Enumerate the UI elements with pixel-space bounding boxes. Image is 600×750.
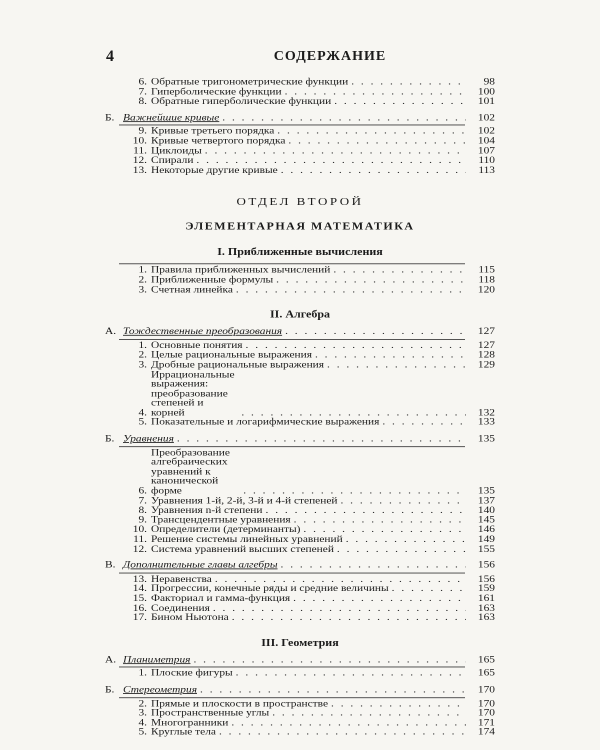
entry-title: Некоторые другие кривые xyxy=(151,165,278,176)
entry-title: Кривые третьего порядка xyxy=(151,126,275,137)
entry-page: 149 xyxy=(477,534,495,545)
entry-page: 146 xyxy=(477,524,495,535)
entry-page: 135 xyxy=(477,486,495,497)
entry-title: Целые рациональные выражения xyxy=(151,350,312,361)
toc-section-entry[interactable] xyxy=(105,656,495,666)
entry-number: А. xyxy=(105,654,117,665)
entry-page: 104 xyxy=(477,136,495,147)
entry-number: 6. xyxy=(138,486,147,497)
dot-leader xyxy=(205,147,466,157)
entry-page: 170 xyxy=(477,698,495,709)
entry-number: 2. xyxy=(138,350,147,361)
entry-title: Пространственные углы xyxy=(151,708,270,719)
entry-number: Б. xyxy=(105,112,115,123)
section-rule xyxy=(119,572,465,573)
entry-number: А. xyxy=(105,326,117,337)
entry-title: Уравнения xyxy=(123,433,174,444)
entry-number: 5. xyxy=(138,727,147,738)
entry-number: 8. xyxy=(138,505,147,516)
entry-number: 14. xyxy=(132,583,147,594)
entry-title: Прогрессии, конечные ряды и средние величины xyxy=(151,583,389,594)
entry-title: Циклоиды xyxy=(151,145,202,156)
entry-page: 113 xyxy=(478,165,495,176)
entry-page: 120 xyxy=(477,284,495,295)
dot-leader xyxy=(236,669,466,679)
dot-leader xyxy=(222,114,466,124)
entry-title: Планиметрия xyxy=(123,654,191,665)
entry-number: 4. xyxy=(138,407,147,418)
entry-number: 13. xyxy=(132,165,147,176)
entry-page: 98 xyxy=(483,77,495,88)
toc-entry[interactable] xyxy=(105,418,495,428)
entry-title: Дробные рациональные выражения xyxy=(151,359,325,370)
entry-number: 1. xyxy=(138,265,147,276)
entry-page: 165 xyxy=(477,668,495,679)
entry-page: 171 xyxy=(477,717,495,728)
entry-page: 156 xyxy=(477,574,495,585)
entry-number: 6. xyxy=(138,77,147,88)
entry-title: Правила приближенных вычислений xyxy=(151,265,331,276)
dot-leader xyxy=(392,585,466,595)
page-number: 4 xyxy=(106,48,114,65)
toc-section-entry[interactable] xyxy=(105,561,495,571)
entry-page: 170 xyxy=(477,708,495,719)
entry-page: 174 xyxy=(477,727,495,738)
entry-page: 127 xyxy=(477,326,495,337)
entry-number: В. xyxy=(105,560,116,571)
dot-leader xyxy=(340,497,466,507)
entry-title: Тождественные преобразования xyxy=(123,326,283,337)
entry-title: Многогранники xyxy=(151,717,229,728)
dot-leader xyxy=(193,656,466,666)
entry-title: Соединения xyxy=(151,603,210,613)
entry-number: 1. xyxy=(138,340,147,351)
entry-title: Обратные тригонометрические функции xyxy=(151,77,349,88)
entry-number: 9. xyxy=(138,126,147,137)
entry-title: Обратные гиперболические функции xyxy=(151,96,332,107)
entry-page: 118 xyxy=(478,274,495,285)
toc-entry[interactable] xyxy=(105,669,495,679)
dot-leader xyxy=(236,285,466,295)
entry-page: 115 xyxy=(478,265,495,276)
entry-number: Б. xyxy=(105,433,115,444)
entry-number: 17. xyxy=(132,612,147,623)
entry-title: Трансцендентные уравнения xyxy=(151,515,291,526)
toc-section-entry[interactable] xyxy=(105,686,495,696)
toc-entry[interactable] xyxy=(105,728,495,738)
dot-leader xyxy=(337,545,466,555)
entry-number: 8. xyxy=(138,96,147,107)
toc-section-entry[interactable] xyxy=(105,114,495,124)
dot-leader xyxy=(351,78,466,88)
dot-leader xyxy=(333,266,466,276)
entry-title: Круглые тела xyxy=(151,727,216,738)
entry-page: 156 xyxy=(477,560,495,571)
dot-leader xyxy=(219,728,466,738)
entry-page: 133 xyxy=(477,417,495,428)
entry-title: Уравнения n-й степени xyxy=(151,505,263,516)
entry-number: 12. xyxy=(132,544,147,554)
toc-entry[interactable] xyxy=(105,97,495,107)
dot-leader xyxy=(281,166,466,176)
entry-number: 16. xyxy=(132,603,147,613)
part-label: ОТДЕЛ ВТОРОЙ xyxy=(236,195,364,208)
entry-number: 7. xyxy=(138,86,147,97)
entry-page: 140 xyxy=(477,505,495,516)
toc-section-entry[interactable] xyxy=(105,435,495,445)
dot-leader xyxy=(272,709,466,719)
chapter-title: III. Геометрия xyxy=(261,636,339,649)
dot-leader xyxy=(213,604,466,614)
toc-entry[interactable] xyxy=(105,545,495,555)
entry-page: 155 xyxy=(477,544,495,554)
entry-number: 12. xyxy=(132,155,147,166)
entry-number: 1. xyxy=(138,668,147,679)
entry-title: Решение системы линейных уравнений xyxy=(151,534,343,545)
entry-number: 4. xyxy=(138,717,147,728)
entry-number: 3. xyxy=(138,708,147,719)
dot-leader xyxy=(293,594,466,604)
toc-entry[interactable] xyxy=(105,276,495,286)
entry-title: Счетная линейка xyxy=(151,284,233,295)
section-rule xyxy=(119,697,465,698)
dot-leader xyxy=(315,351,466,361)
entry-number: 11. xyxy=(133,534,147,545)
entry-title: Система уравнений высших степеней xyxy=(151,544,334,554)
dot-leader xyxy=(177,435,466,445)
entry-title: Приближенные формулы xyxy=(151,274,274,285)
dot-leader xyxy=(331,699,466,709)
entry-number: 9. xyxy=(138,515,147,526)
entry-title: Факториал и гамма-функция xyxy=(151,593,291,604)
entry-number: 10. xyxy=(132,524,147,535)
entry-title: Дополнительные главы алгебры xyxy=(123,560,278,571)
section-rule xyxy=(119,339,465,340)
dot-leader xyxy=(200,686,466,696)
toc-entry[interactable] xyxy=(105,285,495,295)
entry-title: Неравенства xyxy=(151,574,212,585)
dot-leader xyxy=(327,361,466,371)
entry-page: 127 xyxy=(477,340,495,351)
dot-leader xyxy=(231,719,466,729)
entry-page: 165 xyxy=(477,654,495,665)
entry-page: 163 xyxy=(477,603,495,613)
dot-leader xyxy=(232,613,466,623)
toc-section-entry[interactable] xyxy=(105,327,495,337)
entry-title: Спирали xyxy=(151,155,194,166)
dot-leader xyxy=(285,327,466,337)
part-title: ЭЛЕМЕНТАРНАЯ МАТЕМАТИКА xyxy=(185,220,415,233)
entry-page: 159 xyxy=(477,583,495,594)
entry-title: Иррациональные выражения: преобразование степеней и корней xyxy=(151,369,235,418)
entry-title: Прямые и плоскости в пространстве xyxy=(151,698,329,709)
entry-number: 2. xyxy=(138,274,147,285)
entry-number: 10. xyxy=(132,136,147,147)
dot-leader xyxy=(294,516,466,526)
dot-leader xyxy=(382,418,466,428)
entry-page: 110 xyxy=(478,155,495,166)
entry-title: Гиперболические функции xyxy=(151,86,282,97)
chapter-title: II. Алгебра xyxy=(269,308,331,321)
entry-title: Уравнения 1-й, 2-й, 3-й и 4-й степеней xyxy=(151,495,338,506)
entry-page: 145 xyxy=(477,515,495,526)
entry-title: Основные понятия xyxy=(151,340,243,351)
toc-entry[interactable] xyxy=(105,370,495,418)
entry-page: 161 xyxy=(477,593,495,604)
entry-title: Плоские фигуры xyxy=(151,668,233,679)
entry-page: 137 xyxy=(477,495,495,506)
entry-page: 163 xyxy=(477,612,495,623)
toc-entry[interactable] xyxy=(105,361,495,371)
entry-page: 107 xyxy=(477,145,495,156)
entry-page: 101 xyxy=(477,96,495,107)
dot-leader xyxy=(346,535,466,545)
entry-number: 3. xyxy=(138,359,147,370)
entry-number: 7. xyxy=(138,495,147,506)
entry-number: 3. xyxy=(138,284,147,295)
table-of-contents xyxy=(105,78,495,738)
dot-leader xyxy=(281,561,466,571)
chapter-title: I. Приближенные вычисления xyxy=(217,246,383,258)
entry-number: 11. xyxy=(133,145,147,156)
entry-page: 100 xyxy=(477,86,495,97)
toc-entry[interactable] xyxy=(105,613,495,623)
entry-number: 5. xyxy=(138,417,147,428)
entry-title: Показательные и логарифмические выражения xyxy=(151,417,380,428)
section-rule xyxy=(119,446,465,447)
entry-page: 135 xyxy=(477,433,495,444)
entry-page: 170 xyxy=(477,684,495,695)
entry-page: 102 xyxy=(477,112,495,123)
dot-leader xyxy=(266,506,467,516)
dot-leader xyxy=(334,97,466,107)
entry-page: 102 xyxy=(477,126,495,137)
entry-title: Бином Ньютона xyxy=(151,612,229,623)
dot-leader xyxy=(277,127,466,137)
entry-number: Б. xyxy=(105,684,115,695)
entry-title: Преобразование алгебраических уравнений к канонической форме xyxy=(151,447,230,497)
entry-page: 129 xyxy=(477,359,495,370)
running-title: СОДЕРЖАНИЕ xyxy=(273,49,387,64)
entry-page: 132 xyxy=(477,407,495,418)
entry-number: 15. xyxy=(132,593,147,604)
entry-title: Определители (детерминанты) xyxy=(151,524,301,535)
entry-page: 128 xyxy=(477,350,495,361)
toc-entry[interactable] xyxy=(105,166,495,176)
entry-number: 13. xyxy=(132,574,147,585)
entry-title: Кривые четвертого порядка xyxy=(151,136,286,147)
entry-title: Стереометрия xyxy=(123,684,197,695)
toc-entry[interactable] xyxy=(105,448,495,496)
entry-title: Важнейшие кривые xyxy=(123,112,220,123)
entry-number: 2. xyxy=(138,698,147,709)
dot-leader xyxy=(276,276,466,286)
dot-leader xyxy=(288,137,466,147)
